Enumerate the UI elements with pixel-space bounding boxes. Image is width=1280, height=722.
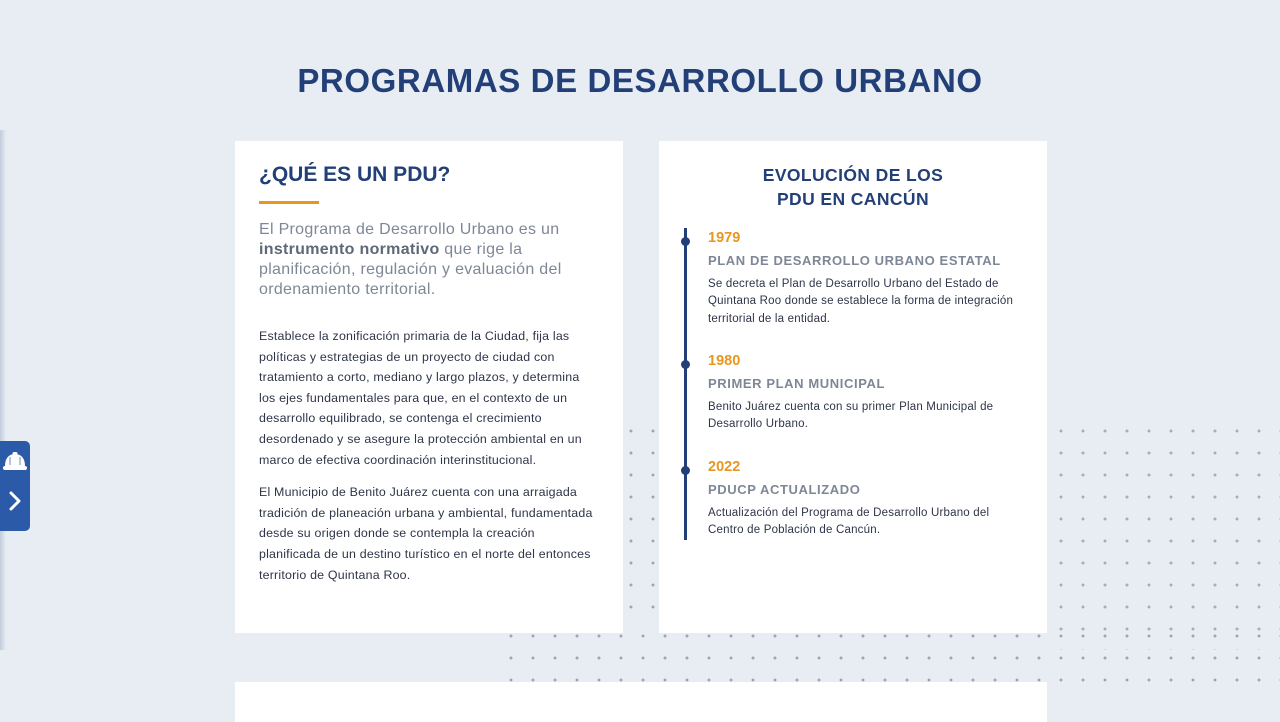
hard-hat-icon bbox=[2, 450, 28, 477]
body-paragraph: El Municipio de Benito Juárez cuenta con una arraigada tradición de planeación urbana y ambiental, fundamentada desde su origen donde se contempla la creación planificada de un destino turístico en el norte del entonces territorio de Quintana Roo. bbox=[259, 485, 593, 582]
body-paragraph: Establece la zonificación primaria de la Ciudad, fija las políticas y estrategias de un proyecto de ciudad con tratamiento a corto, mediano y largo plazos, y determina los ejes fundamentales para que, en el contexto de un desarrollo equilibrado, se contenga el crecimiento desordenado y se asegure la protección ambiental en un marco de efectiva coordinación interinstitucional. bbox=[259, 329, 582, 467]
timeline-dot bbox=[681, 466, 690, 475]
dot-pattern-decoration bbox=[1050, 420, 1280, 650]
heading-line: EVOLUCIÓN DE LOS bbox=[762, 165, 944, 185]
side-edge-shadow bbox=[0, 130, 6, 650]
lead-text: El Programa de Desarrollo Urbano es un bbox=[259, 221, 560, 238]
lead-text: que rige la planificación, regulación y evaluación del ordenamiento territorial. bbox=[259, 241, 562, 298]
dot-pattern-decoration bbox=[620, 420, 660, 620]
timeline-title: PLAN DE DESARROLLO URBANO ESTATAL bbox=[708, 253, 1001, 268]
timeline-year: 2022 bbox=[708, 459, 741, 475]
lead-bold-text: instrumento normativo bbox=[259, 241, 440, 258]
timeline-description: Benito Juárez cuenta con su primer Plan Municipal de Desarrollo Urbano. bbox=[708, 401, 994, 431]
card-heading: ¿QUÉ ES UN PDU? bbox=[259, 163, 451, 186]
timeline-line bbox=[684, 228, 687, 540]
timeline-description: Actualización del Programa de Desarrollo Urbano del Centro de Población de Cancún. bbox=[708, 507, 990, 537]
next-section-card bbox=[235, 682, 1047, 722]
heading-underline bbox=[259, 201, 319, 204]
side-accessibility-tab[interactable] bbox=[0, 441, 30, 531]
timeline-item bbox=[708, 353, 1028, 434]
page-title: PROGRAMAS DE DESARROLLO URBANO bbox=[297, 62, 983, 99]
timeline-item bbox=[708, 459, 1028, 540]
timeline-item bbox=[708, 230, 1028, 328]
timeline-year: 1979 bbox=[708, 230, 741, 246]
timeline-description: Se decreta el Plan de Desarrollo Urbano del Estado de Quintana Roo donde se establece la forma de integración territorial de la entidad. bbox=[708, 278, 1014, 325]
timeline-title: PRIMER PLAN MUNICIPAL bbox=[708, 376, 886, 391]
timeline-year: 1980 bbox=[708, 353, 741, 369]
timeline-dot bbox=[681, 237, 690, 246]
heading-line: PDU EN CANCÚN bbox=[776, 189, 929, 209]
lead-paragraph bbox=[259, 220, 599, 300]
timeline-dot bbox=[681, 360, 690, 369]
what-is-pdu-card bbox=[235, 141, 623, 633]
dot-pattern-decoration bbox=[500, 625, 1280, 685]
timeline-title: PDUCP ACTUALIZADO bbox=[708, 482, 861, 497]
card-heading bbox=[683, 163, 1023, 211]
chevron-right-icon[interactable] bbox=[8, 491, 22, 516]
